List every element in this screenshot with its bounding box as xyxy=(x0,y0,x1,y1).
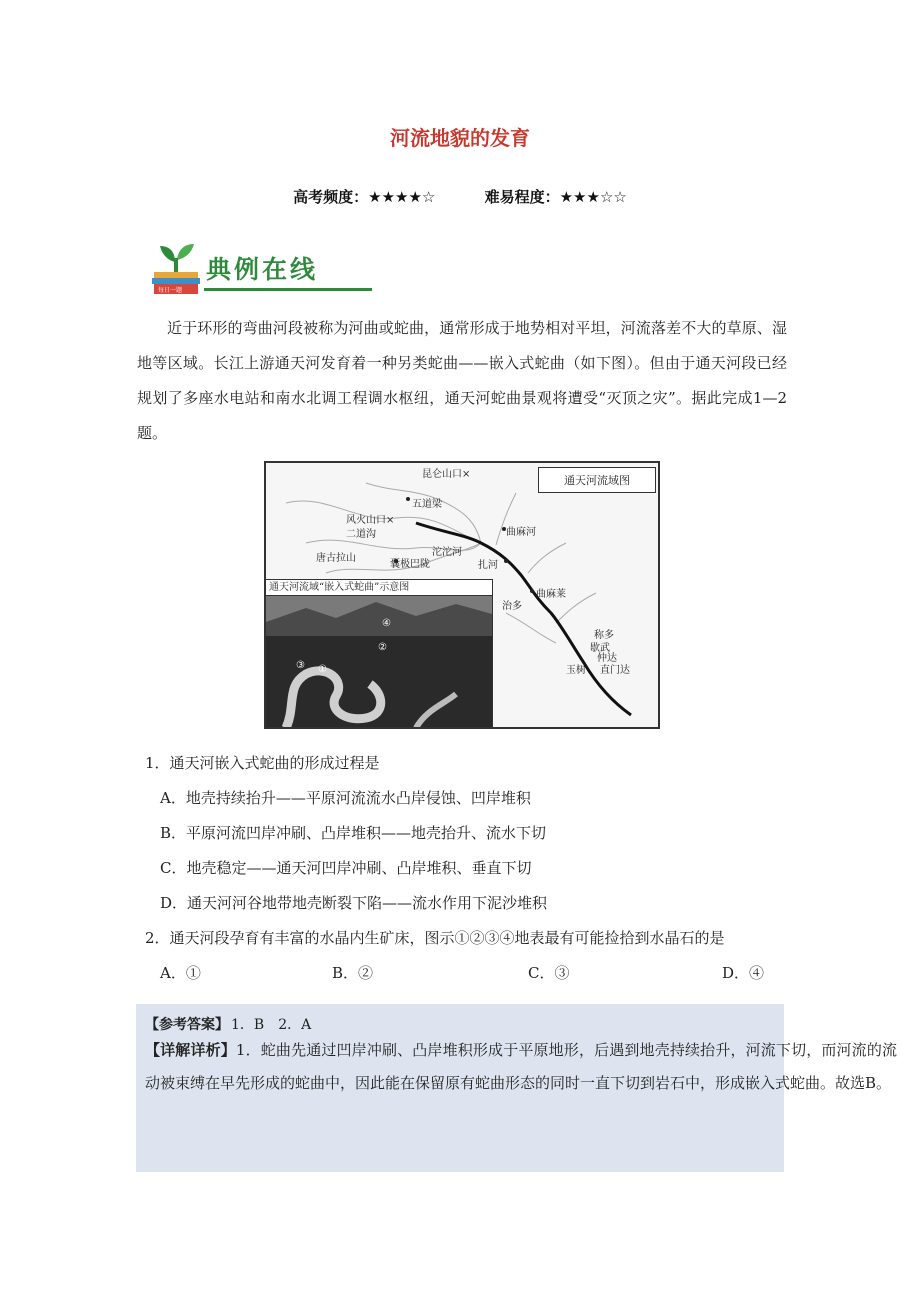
question-1-option-c: C．地壳稳定——通天河凹岸冲刷、凸岸堆积、垂直下切 xyxy=(160,859,532,877)
explanation xyxy=(145,1034,897,1100)
marker-2: ② xyxy=(378,642,387,653)
difficulty-rating: 难易程度：★★★☆☆ xyxy=(484,188,627,206)
place-label: 曲麻莱 xyxy=(536,589,566,600)
answer-label: 【参考答案】 xyxy=(145,1017,229,1033)
place-label: 曲麻河 xyxy=(506,527,536,538)
place-label: 昆仑山口× xyxy=(422,469,471,480)
place-label: 治多 xyxy=(502,601,522,612)
banner-label: 典例在线 xyxy=(206,255,319,284)
frequency-rating: 高考频度：★★★★☆ xyxy=(293,188,436,206)
place-label: 玉树 xyxy=(566,665,586,676)
question-1-option-d: D．通天河河谷地带地壳断裂下陷——流水作用下泥沙堆积 xyxy=(160,894,548,912)
place-label: 囊极巴陇 xyxy=(390,559,430,570)
meander-inset xyxy=(266,579,493,728)
place-label: 扎河 xyxy=(478,560,498,571)
explanation-text: 1．蛇曲先通过凹岸冲刷、凸岸堆积形成于平原地形，后遇到地壳持续抬升，河流下切，而河流的流动被束缚在早先形成的蛇曲中，因此能在保留原有蛇曲形态的同时一直下切到岩石中，形成嵌入式蛇曲。故选B。 xyxy=(145,1041,897,1092)
meta-row xyxy=(0,186,920,207)
map-title: 通天河流域图 xyxy=(538,467,656,493)
river-map-figure xyxy=(264,461,660,729)
question-2-option-c: C．③ xyxy=(528,964,570,982)
question-1-stem: 1．通天河嵌入式蛇曲的形成过程是 xyxy=(145,754,380,772)
place-label: 沱沱河 xyxy=(432,547,462,558)
marker-4: ④ xyxy=(382,618,391,629)
place-label: 二道沟 xyxy=(346,529,376,540)
question-1-option-a: A．地壳持续抬升——平原河流流水凸岸侵蚀、凹岸堆积 xyxy=(160,789,531,807)
place-label: 风火山口× xyxy=(346,515,395,526)
intro-paragraph: 近于环形的弯曲河段被称为河曲或蛇曲，通常形成于地势相对平坦，河流落差不大的草原、湿地等区域。长江上游通天河发育着一种另类蛇曲——嵌入式蛇曲（如下图）。但由于通天河段已经规划了多座水电站和南水北调工程调水枢纽，通天河蛇曲景观将遭受“灭顶之灾”。据此完成1—2题。 xyxy=(137,319,787,442)
marker-3: ③ xyxy=(296,660,305,671)
place-label: 直门达 xyxy=(600,665,630,676)
section-banner xyxy=(148,238,373,298)
place-label: 五道梁 xyxy=(412,499,442,510)
answer-value: 1．B 2．A xyxy=(231,1017,312,1033)
banner-badge: 每日一题 xyxy=(158,287,183,294)
banner-underline xyxy=(204,288,372,291)
answer-line xyxy=(145,1014,311,1034)
page-title: 河流地貌的发育 xyxy=(390,126,530,150)
inset-title: 通天河流域“嵌入式蛇曲”示意图 xyxy=(266,580,492,596)
question-2-option-b: B．② xyxy=(332,964,374,982)
question-2-option-d: D．④ xyxy=(722,964,765,982)
question-2-stem: 2．通天河段孕育有丰富的水晶内生矿床，图示①②③④地表最有可能捡拾到水晶石的是 xyxy=(145,929,725,947)
place-label: 唐古拉山 xyxy=(316,553,356,564)
marker-1: ① xyxy=(318,664,327,675)
place-label: 称多 xyxy=(594,630,614,641)
question-1-option-b: B．平原河流凹岸冲刷、凸岸堆积——地壳抬升、流水下切 xyxy=(160,824,547,842)
explanation-label: 【详解详析】 xyxy=(145,1041,236,1059)
place-label: 仲达 xyxy=(597,653,617,664)
question-2-option-a: A．① xyxy=(160,964,201,982)
place-label: 歇武 xyxy=(590,643,610,654)
